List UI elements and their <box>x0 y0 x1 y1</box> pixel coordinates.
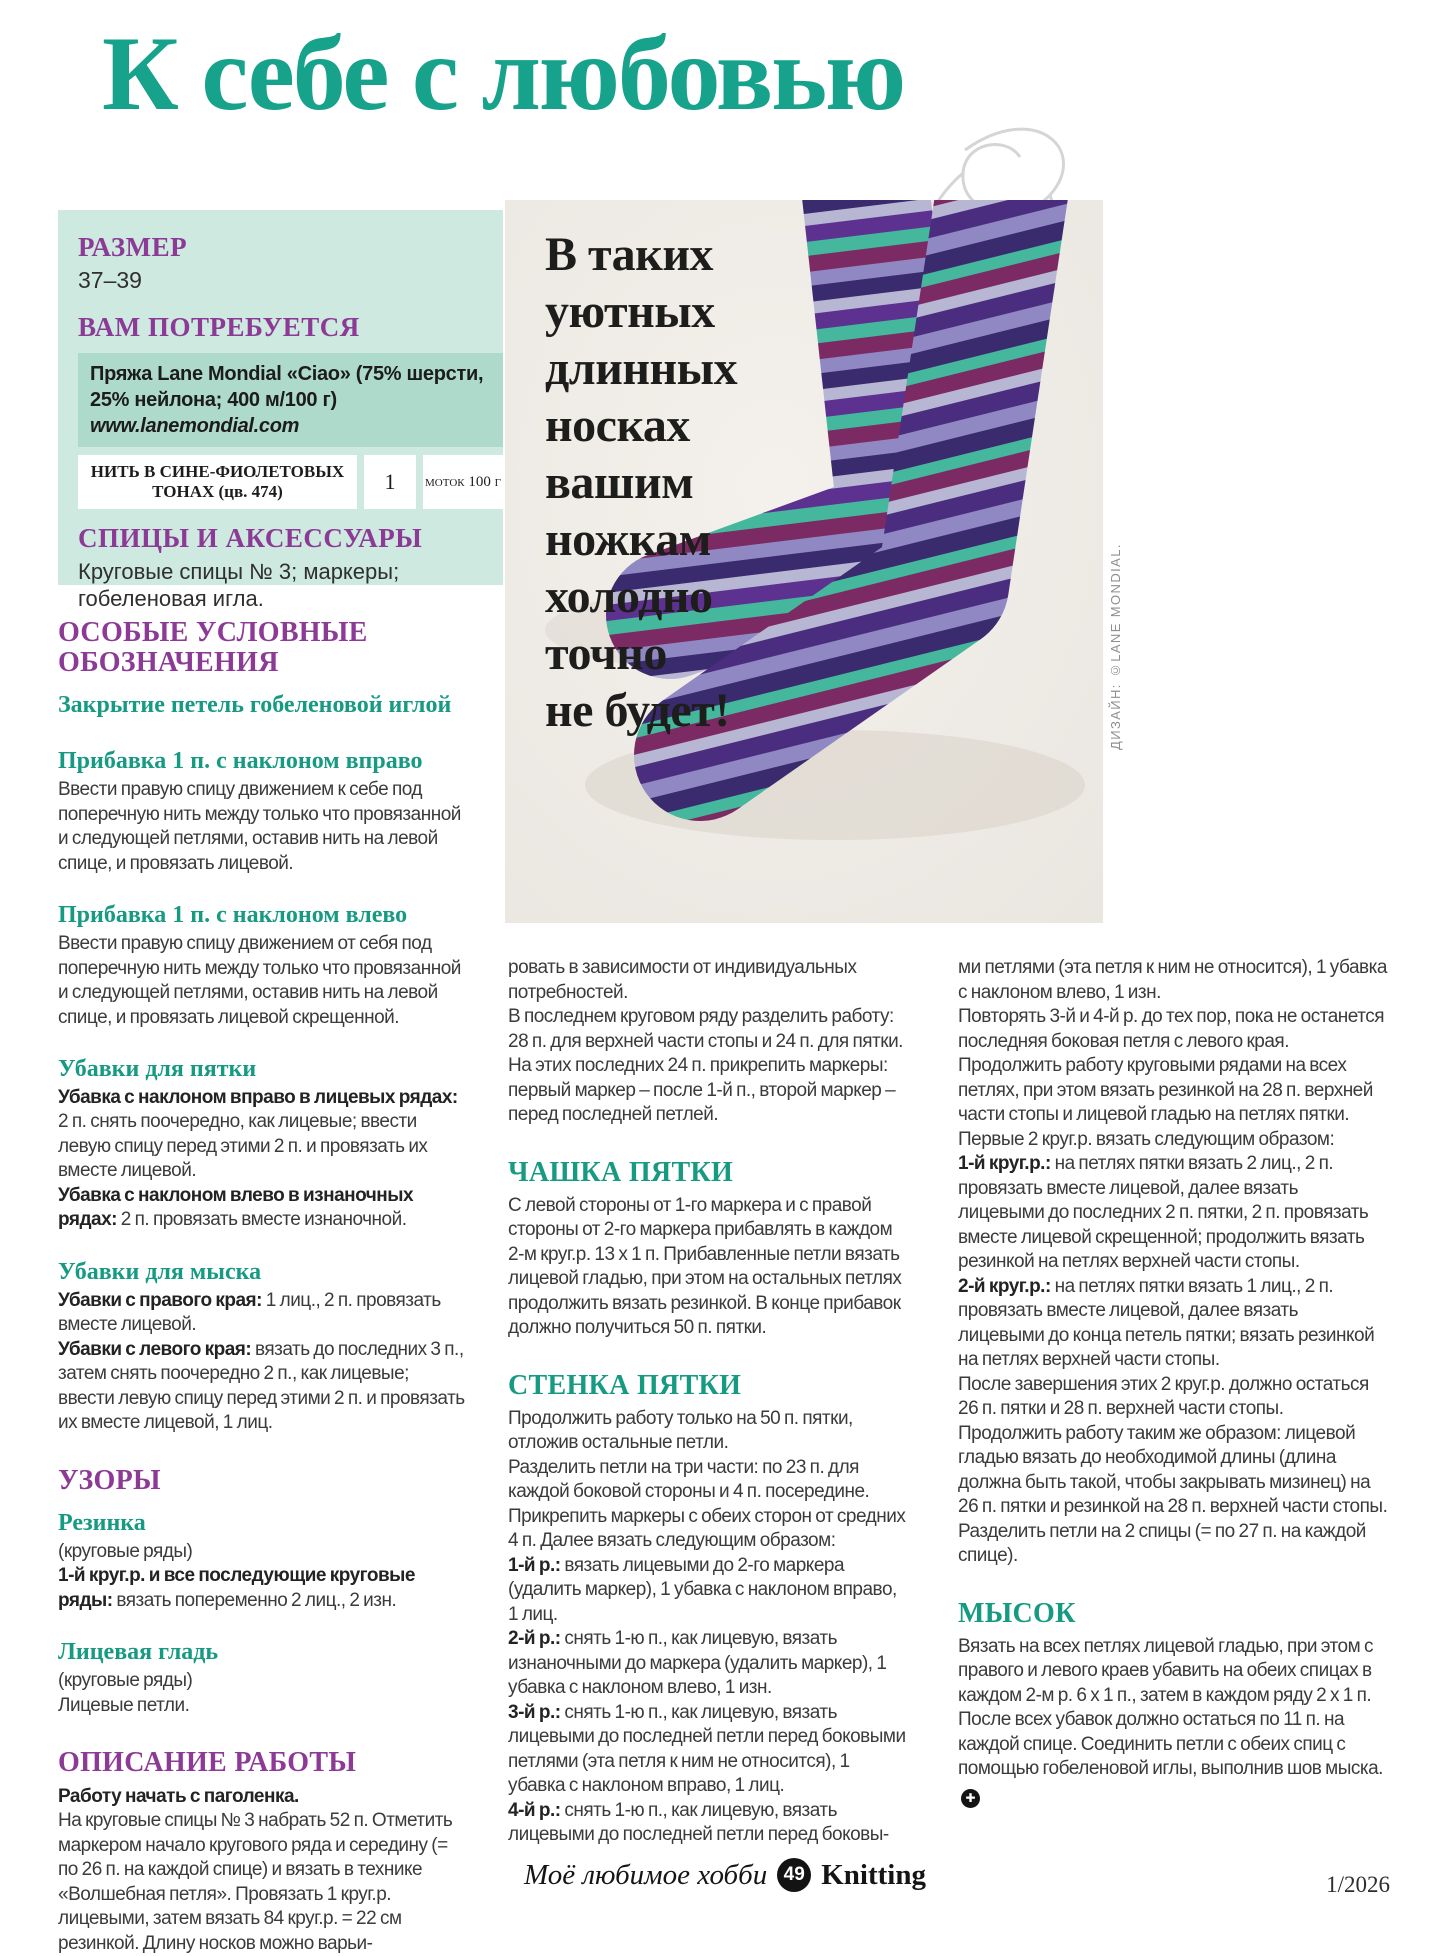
paragraph-text: После завершения этих 2 круг.р. должно остаться 26 п. пятки и 28 п. верхней части стопы. <box>958 1373 1369 1419</box>
section-heading: Убавки для пятки <box>58 1056 257 1083</box>
paragraph <box>58 778 466 876</box>
paragraph <box>508 1456 908 1554</box>
paragraph <box>958 1152 1388 1275</box>
paragraph <box>508 1005 908 1128</box>
paragraph <box>58 1785 466 1810</box>
section-heading: СТЕНКА ПЯТКИ <box>508 1369 742 1401</box>
column-right <box>958 956 1388 1808</box>
paragraph-text: снять 1-ю п., как лицевую, вязать лицевыми до последней петли перед боковыми петлями (эта петля к ним не относится), 1 убавка с наклоном вправо, 1 лиц. <box>508 1701 906 1797</box>
spacer <box>58 1718 466 1730</box>
yarn-color-name: НИТЬ В СИНЕ-ФИОЛЕТОВЫХ ТОНАХ (цв. 474) <box>78 455 357 509</box>
section-heading: Прибавка 1 п. с наклоном влево <box>58 902 408 929</box>
section-heading: ОПИСАНИЕ РАБОТЫ <box>58 1747 357 1779</box>
paragraph-text: ми петлями (эта петля к ним не относится), 1 убавка с наклоном влево, 1 изн. <box>958 957 1387 1003</box>
paragraph <box>958 956 1388 1005</box>
paragraph-text: В последнем круговом ряду разделить работу: 28 п. для верхней части стопы и 24 п. для пятки. На этих последних 24 п. прикрепить маркеры: первый маркер – после 1-й п., второй маркер – перед последней петлей. <box>508 1006 903 1125</box>
paragraph <box>958 1005 1388 1054</box>
paragraph-lead-in: 1-й круг.р. и все последующие круговые ряды: <box>58 1565 415 1611</box>
paragraph-text: (круговые ряды) <box>58 1670 193 1692</box>
photo-overlay-line: холодно <box>545 570 713 623</box>
section-heading: Закрытие петель гобеленовой иглой <box>58 692 452 719</box>
paragraph <box>58 1086 466 1184</box>
spacer <box>58 1233 466 1245</box>
paragraph <box>958 1635 1388 1808</box>
paragraph <box>958 1054 1388 1128</box>
section-heading: Лицевая гладь <box>58 1639 219 1666</box>
paragraph-text: ровать в зависимости от индивидуальных потребностей. <box>508 957 857 1003</box>
yarn-quantity: 1 <box>364 455 416 509</box>
yarn-info-box <box>78 353 503 447</box>
yarn-color-row <box>78 455 503 509</box>
size-heading: РАЗМЕР <box>78 232 188 262</box>
spacer <box>958 1569 1388 1581</box>
page-footer <box>0 1858 1450 1892</box>
paragraph-text: вязать попеременно 2 лиц., 2 изн. <box>112 1589 397 1611</box>
section-heading: ОСОБЫЕ УСЛОВНЫЕ ОБОЗНАЧЕНИЯ <box>58 617 368 679</box>
paragraph-text: вязать лицевыми до 2-го маркера (удалить маркер), 1 убавка с наклоном вправо, 1 лиц. <box>508 1554 897 1625</box>
paragraph-text: С левой стороны от 1-го маркера и с правой стороны от 2-го маркера прибавлять в каждом 2-м круг.р. 13 х 1 п. Прибавленные петли вязать лицевой гладью, при этом на остальных петлях продолжить вязать резинкой. В конце прибавок должно получиться 50 п. пятки. <box>508 1194 902 1339</box>
section-heading: Резинка <box>58 1510 146 1537</box>
photo-overlay-line: не будет! <box>545 684 730 737</box>
yarn-description: Пряжа Lane Mondial «Ciao» (75% шерсти, 25% нейлона; 400 м/100 г) <box>90 363 484 411</box>
magazine-brand: Knitting <box>821 1858 926 1891</box>
paragraph <box>508 1799 908 1848</box>
paragraph <box>958 1422 1388 1569</box>
paragraph-text: Ввести правую спицу движением от себя под поперечную нить между только что провязанной и следующей петлями, оставив нить на левой спице, и провязать лицевой скрещенной. <box>58 933 461 1028</box>
photo-overlay-line: уютных <box>545 285 715 338</box>
spacer <box>58 1613 466 1625</box>
paragraph-text: вязать до последних 3 п., затем снять поочередно 2 п., как лицевые; ввести левую спицу перед этими 2 п. и провязать их вместе лицевой, 1 лиц. <box>58 1338 465 1434</box>
paragraph-text: Повторять 3-й и 4-й р. до тех пор, пока не останется последняя боковая петля с левого края. <box>958 1006 1384 1052</box>
spacer <box>58 1030 466 1042</box>
paragraph-lead-in: 4-й р.: <box>508 1799 561 1821</box>
section-heading: УЗОРЫ <box>58 1464 161 1496</box>
paragraph <box>58 1669 466 1694</box>
yarn-website-url: www.lanemondial.com <box>90 415 300 437</box>
section-heading: МЫСОК <box>958 1597 1076 1629</box>
paragraph <box>958 1373 1388 1422</box>
paragraph <box>58 1540 466 1565</box>
paragraph-text: Продолжить работу таким же образом: лицевой гладью вязать до необходимой длины (длина должна быть такой, чтобы закрывать мизинец) на 26 п. пятки и резинкой на 28 п. верхней части стопы. Разделить петли на 2 спицы (= по 27 п. на каждой спице). <box>958 1422 1388 1566</box>
paragraph-text: снять 1-ю п., как лицевую, вязать изнаночными до маркера (удалить маркер), 1 убавка с наклоном влево, 1 изн. <box>508 1628 887 1699</box>
paragraph-text: 1 лиц., 2 п. провязать вместе лицевой. <box>58 1289 441 1336</box>
paragraph-text: 2 п. провязать вместе изнаночной. <box>116 1209 407 1231</box>
paragraph-text: Разделить петли на три части: по 23 п. для каждой боковой стороны и 4 п. посередине. Прикрепить маркеры с обеих сторон от средних 4 п. Далее вязать следующим образом: <box>508 1456 906 1552</box>
paragraph-text: Вязать на всех петлях лицевой гладью, при этом с правого и левого краев убавить на обеих спицах в каждом 2-м р. 6 х 1 п., затем в каждом ряду 2 х 1 п. После всех убавок должно остаться по 11 п. на каждой спице. Соединить петли с обеих спиц с помощью гобеленовой иглы, выполнив шов мыска. <box>958 1635 1383 1780</box>
paragraph-text: Продолжить работу круговыми рядами на всех петлях, при этом вязать резинкой на 28 п. верхней части стопы и лицевой гладью на петлях пятки. <box>958 1055 1373 1125</box>
paragraph-text: Ввести правую спицу движением к себе под поперечную нить между только что провязанной и следующей петлями, оставив нить на левой спице, и провязать лицевой. <box>58 779 461 874</box>
paragraph-lead-in: 2-й круг.р.: <box>958 1275 1051 1297</box>
section-heading: Убавки для мыска <box>58 1258 262 1285</box>
paragraph-lead-in: 3-й р.: <box>508 1701 561 1723</box>
paragraph <box>508 1407 908 1456</box>
paragraph <box>58 932 466 1030</box>
spacer <box>58 722 466 734</box>
paragraph-text: на петлях пятки вязать 1 лиц., 2 п. провязать вместе лицевой, далее вязать лицевыми до конца петель пятки; вязать резинкой на петлях верхней части стопы. <box>958 1275 1375 1370</box>
paragraph <box>958 1128 1388 1153</box>
paragraph-text: снять 1-ю п., как лицевую, вязать лицевыми до последней петли перед боковы- <box>508 1799 889 1846</box>
paragraph-text: Продолжить работу только на 50 п. пятки, отложив остальные петли. <box>508 1407 853 1454</box>
paragraph <box>58 1564 466 1613</box>
magazine-name: Моё любимое хобби <box>524 1858 768 1891</box>
paragraph <box>508 1701 908 1799</box>
spacer <box>508 1341 908 1353</box>
photo-overlay-line: ножкам <box>545 513 711 566</box>
photo-overlay-line: носках <box>545 399 690 452</box>
needles-text: Круговые спицы № 3; маркеры; гобеленовая игла. <box>78 559 400 611</box>
issue-number: 1/2026 <box>1326 1872 1390 1897</box>
size-value: 37–39 <box>78 267 142 293</box>
yarn-unit: моток 100 г <box>423 455 503 509</box>
column-left <box>58 618 466 1956</box>
spacer <box>58 1436 466 1448</box>
paragraph <box>58 1338 466 1436</box>
spacer <box>508 1128 908 1140</box>
photo-overlay-line: вашим <box>545 456 694 509</box>
column-middle <box>508 956 908 1848</box>
paragraph-lead-in: Убавка с наклоном вправо в лицевых рядах: <box>58 1086 458 1108</box>
page-title: К себе с любовью <box>102 15 905 132</box>
paragraph <box>508 1194 908 1341</box>
photo-overlay-line: В таких <box>545 228 713 281</box>
needles-heading: СПИЦЫ И АКСЕССУАРЫ <box>78 523 423 553</box>
paragraph <box>958 1275 1388 1373</box>
paragraph-lead-in: 2-й р.: <box>508 1628 561 1650</box>
photo-overlay <box>545 226 737 739</box>
paragraph <box>58 1184 466 1233</box>
photo-overlay-line: длинных <box>545 342 738 395</box>
page-number-badge: 49 <box>777 1858 811 1892</box>
paragraph-lead-in: 1-й круг.р.: <box>958 1153 1051 1174</box>
photo-overlay-line: точно <box>545 627 667 680</box>
paragraph-text: На круговые спицы № 3 набрать 52 п. Отметить маркером начало кругового ряда и середину (= по 26 п. на каждой спице) и вязать в технике «Волшебная петля». Провязать 1 круг.р. лицевыми, затем вязать 84 круг.р. = 22 см резинкой. Длину носков можно варьи- <box>58 1810 453 1954</box>
paragraph-text: Первые 2 круг.р. вязать следующим образом: <box>958 1128 1335 1150</box>
paragraph-text: (круговые ряды) <box>58 1540 193 1562</box>
end-of-pattern-icon: ✚ <box>961 1789 980 1808</box>
designer-credit: ДИЗАЙН: ©LANE MONDIAL. <box>1108 543 1123 750</box>
paragraph-text: 2 п. снять поочередно, как лицевые; ввести левую спицу перед этими 2 п. и провязать их вместе лицевой. <box>58 1111 428 1182</box>
paragraph <box>58 1289 466 1338</box>
materials-sidebar <box>58 210 503 611</box>
spacer <box>58 876 466 888</box>
paragraph-text: на петлях пятки вязать 2 лиц., 2 п. провязать вместе лицевой, далее вязать лицевыми до последних 2 п. пятки, 2 п. провязать вместе лицевой скрещенной; продолжить вязать резинкой на петлях верхней части стопы. <box>958 1153 1369 1272</box>
paragraph-lead-in: 1-й р.: <box>508 1554 561 1576</box>
paragraph <box>58 1694 466 1719</box>
paragraph-lead-in: Убавки с левого края: <box>58 1338 252 1360</box>
paragraph <box>508 1554 908 1628</box>
section-heading: ЧАШКА ПЯТКИ <box>508 1156 734 1188</box>
paragraph-lead-in: Убавка с наклоном влево в изнаночных рядах: <box>58 1184 414 1231</box>
section-heading: Прибавка 1 п. с наклоном вправо <box>58 748 423 775</box>
paragraph-text: Лицевые петли. <box>58 1694 190 1716</box>
paragraph <box>508 956 908 1005</box>
paragraph <box>508 1627 908 1701</box>
paragraph-lead-in: Убавки с правого края: <box>58 1289 262 1311</box>
socks-photo <box>505 200 1103 923</box>
paragraph-lead-in: Работу начать с паголенка. <box>58 1785 299 1807</box>
you-will-need-heading: ВАМ ПОТРЕБУЕТСЯ <box>78 312 360 342</box>
